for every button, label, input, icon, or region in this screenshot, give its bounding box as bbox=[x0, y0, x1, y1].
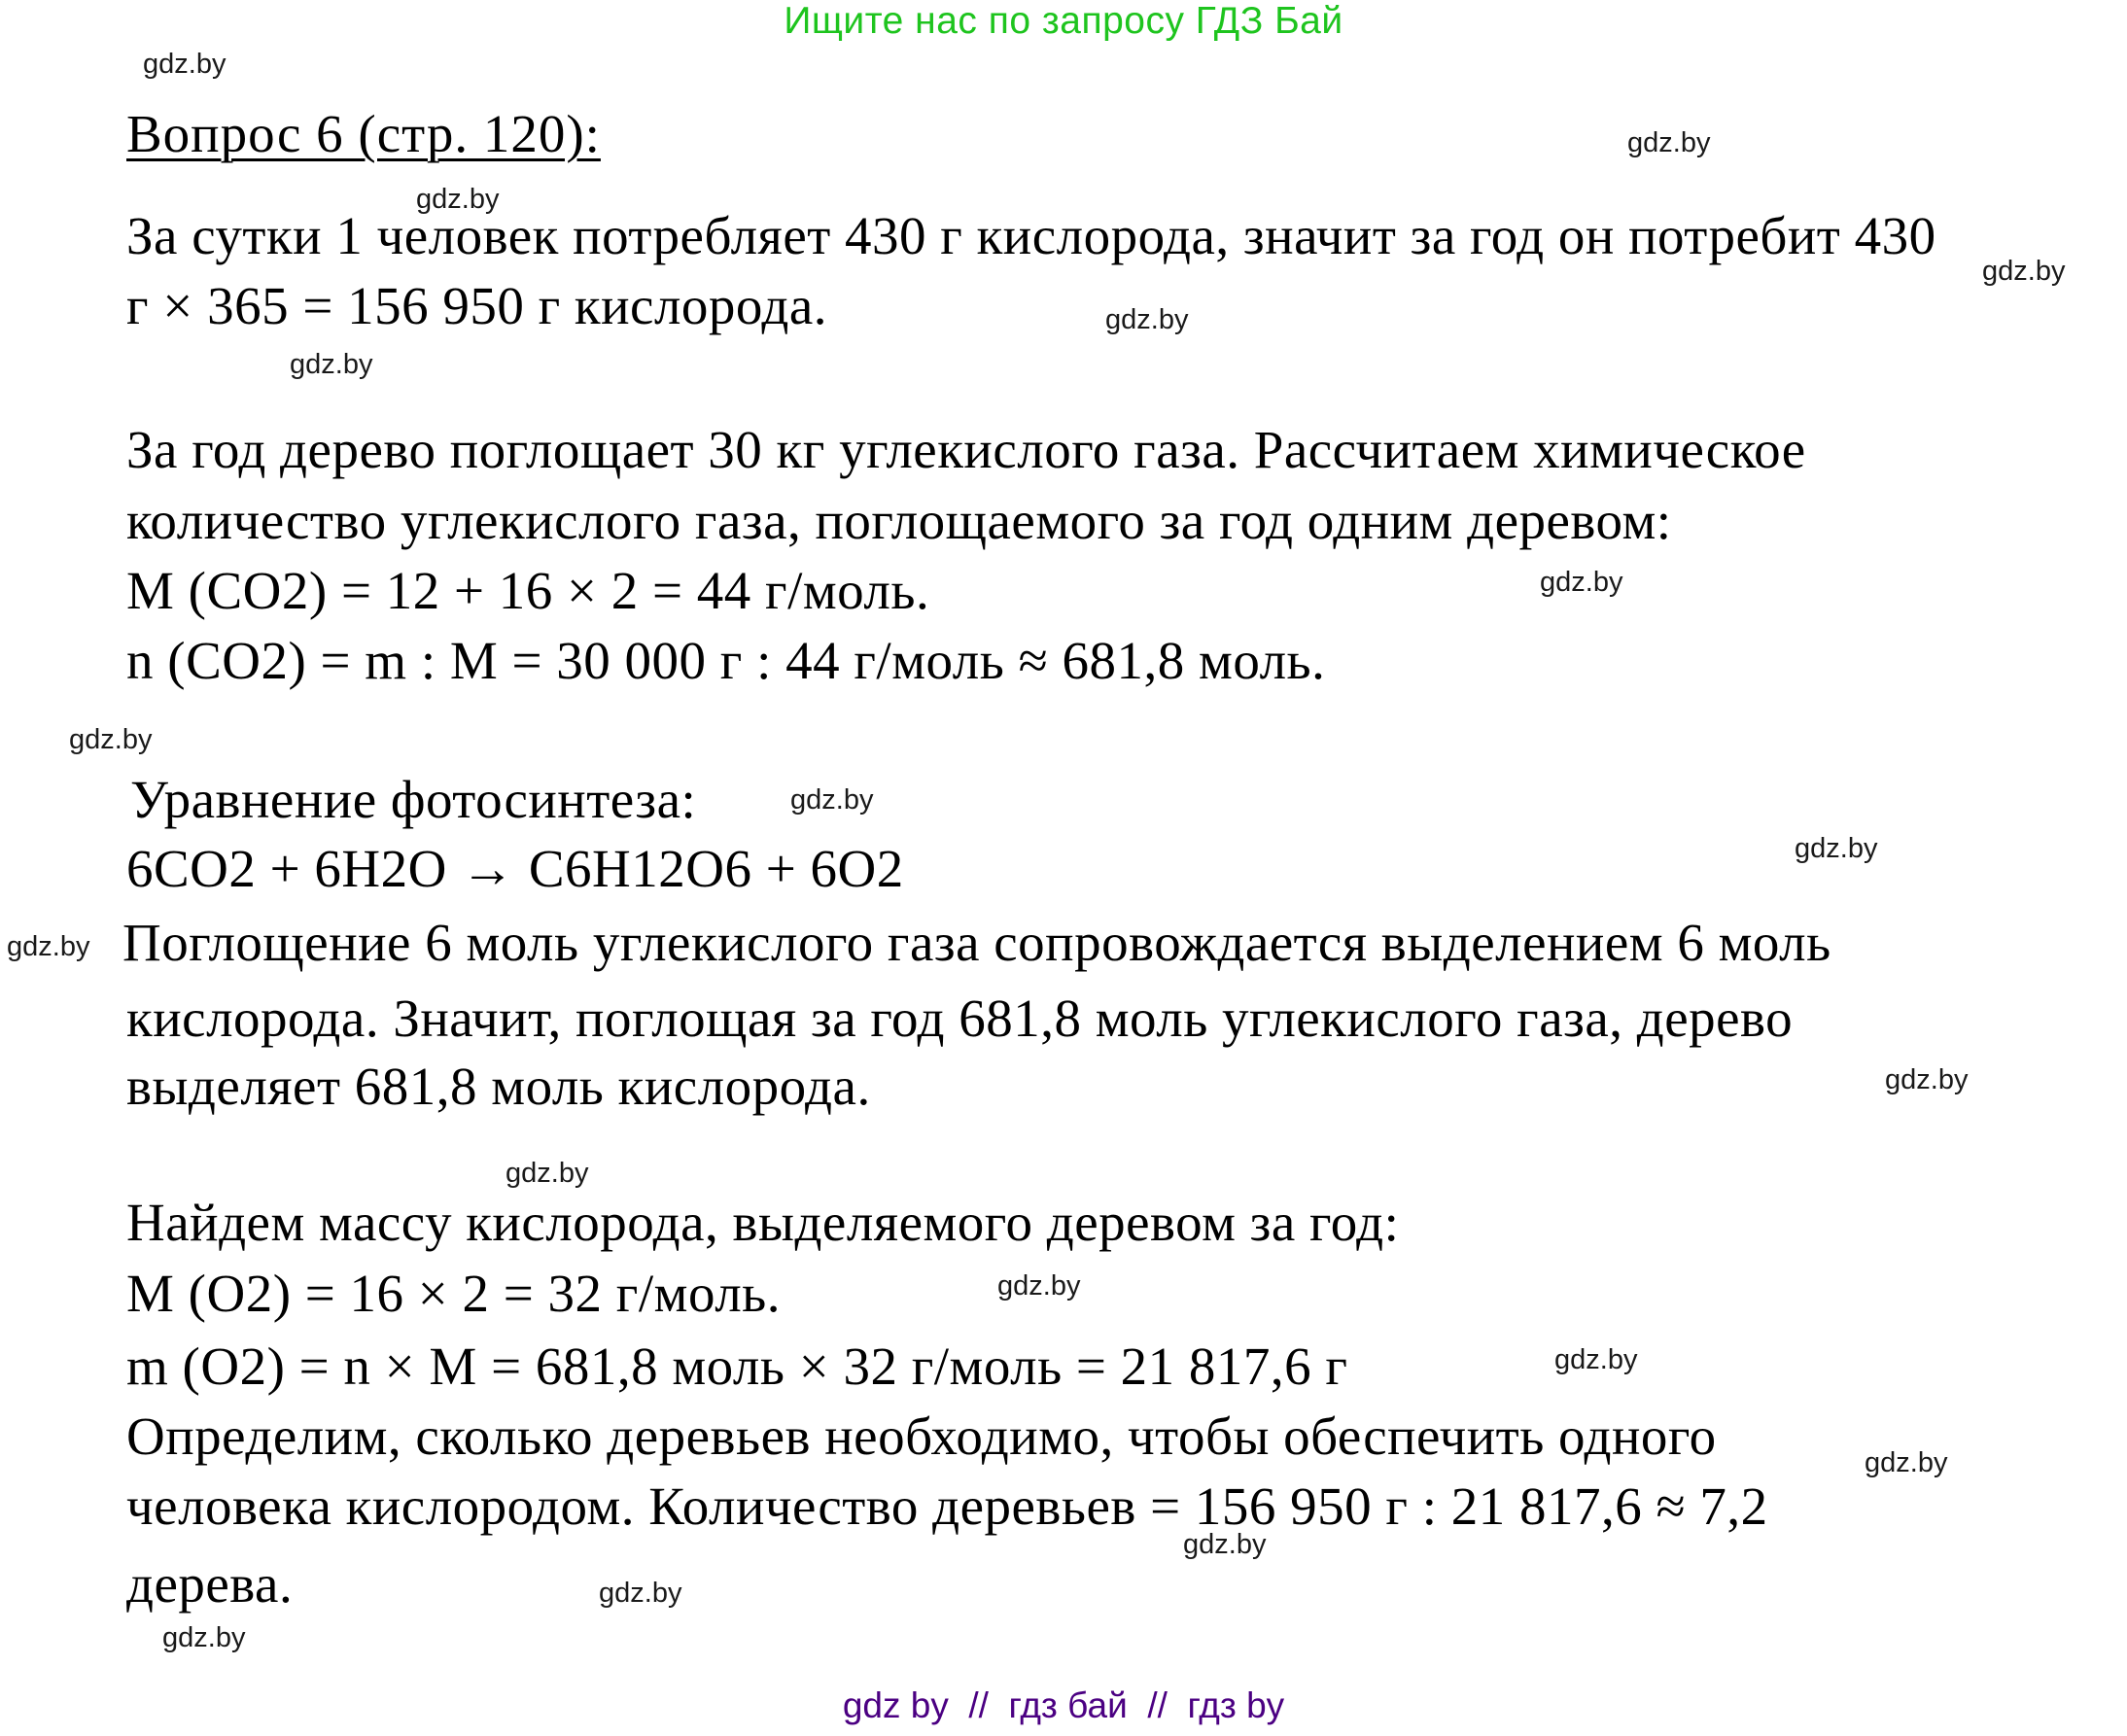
watermark: gdz.by bbox=[506, 1158, 589, 1189]
text-line: За год дерево поглощает 30 кг углекислого газа. Рассчитаем химическое bbox=[126, 420, 1806, 479]
text-line: Определим, сколько деревьев необходимо, чтобы обеспечить одного bbox=[126, 1406, 1717, 1466]
text-line: М (O2) = 16 × 2 = 32 г/моль. bbox=[126, 1264, 782, 1323]
watermark: gdz.by bbox=[1105, 304, 1189, 335]
watermark: gdz.by bbox=[1627, 127, 1711, 158]
watermark: gdz.by bbox=[1982, 256, 2066, 287]
watermark: gdz.by bbox=[1183, 1529, 1267, 1560]
watermark: gdz.by bbox=[997, 1270, 1081, 1302]
watermark: gdz.by bbox=[790, 784, 874, 816]
text-line: m (O2) = n × М = 681,8 моль × 32 г/моль = 21 817,6 г bbox=[126, 1337, 1348, 1396]
watermark: gdz.by bbox=[7, 931, 90, 962]
text-line: М (CO2) = 12 + 16 × 2 = 44 г/моль. bbox=[126, 561, 930, 620]
text-line: кислорода. Значит, поглощая за год 681,8 моль углекислого газа, дерево bbox=[126, 989, 1794, 1048]
watermark: gdz.by bbox=[1540, 567, 1623, 598]
text-line: выделяет 681,8 моль кислорода. bbox=[126, 1057, 871, 1116]
promo-banner: Ищите нас по запросу ГДЗ Бай bbox=[784, 0, 1343, 42]
text-line: дерева. bbox=[126, 1554, 294, 1614]
watermark: gdz.by bbox=[416, 184, 500, 215]
watermark: gdz.by bbox=[290, 349, 373, 380]
text-line: количество углекислого газа, поглощаемого за год одним деревом: bbox=[126, 491, 1672, 550]
watermark: gdz.by bbox=[143, 49, 227, 80]
watermark: gdz.by bbox=[1795, 833, 1878, 864]
text-line: человека кислородом. Количество деревьев = 156 950 г : 21 817,6 ≈ 7,2 bbox=[126, 1476, 1768, 1536]
text-line: Поглощение 6 моль углекислого газа сопровождается выделением 6 моль bbox=[122, 913, 1831, 972]
text-line: Найдем массу кислорода, выделяемого деревом за год: bbox=[126, 1193, 1400, 1252]
watermark: gdz.by bbox=[69, 724, 153, 755]
footer-links: gdz by // гдз бай // гдз by bbox=[842, 1685, 1285, 1725]
watermark: gdz.by bbox=[1885, 1064, 1969, 1095]
watermark: gdz.by bbox=[1554, 1344, 1638, 1375]
text-line: n (CO2) = m : М = 30 000 г : 44 г/моль ≈ 681,8 моль. bbox=[126, 631, 1326, 690]
text-line: 6CO2 + 6H2O → C6H12O6 + 6O2 bbox=[126, 839, 904, 898]
watermark: gdz.by bbox=[1865, 1447, 1948, 1478]
text-line: Уравнение фотосинтеза: bbox=[130, 770, 697, 829]
text-line: г × 365 = 156 950 г кислорода. bbox=[126, 276, 827, 335]
page-title: Вопрос 6 (стр. 120): bbox=[126, 104, 601, 163]
watermark: gdz.by bbox=[599, 1578, 682, 1609]
text-line: За сутки 1 человек потребляет 430 г кислорода, значит за год он потребит 430 bbox=[126, 206, 1936, 265]
watermark: gdz.by bbox=[162, 1622, 246, 1653]
